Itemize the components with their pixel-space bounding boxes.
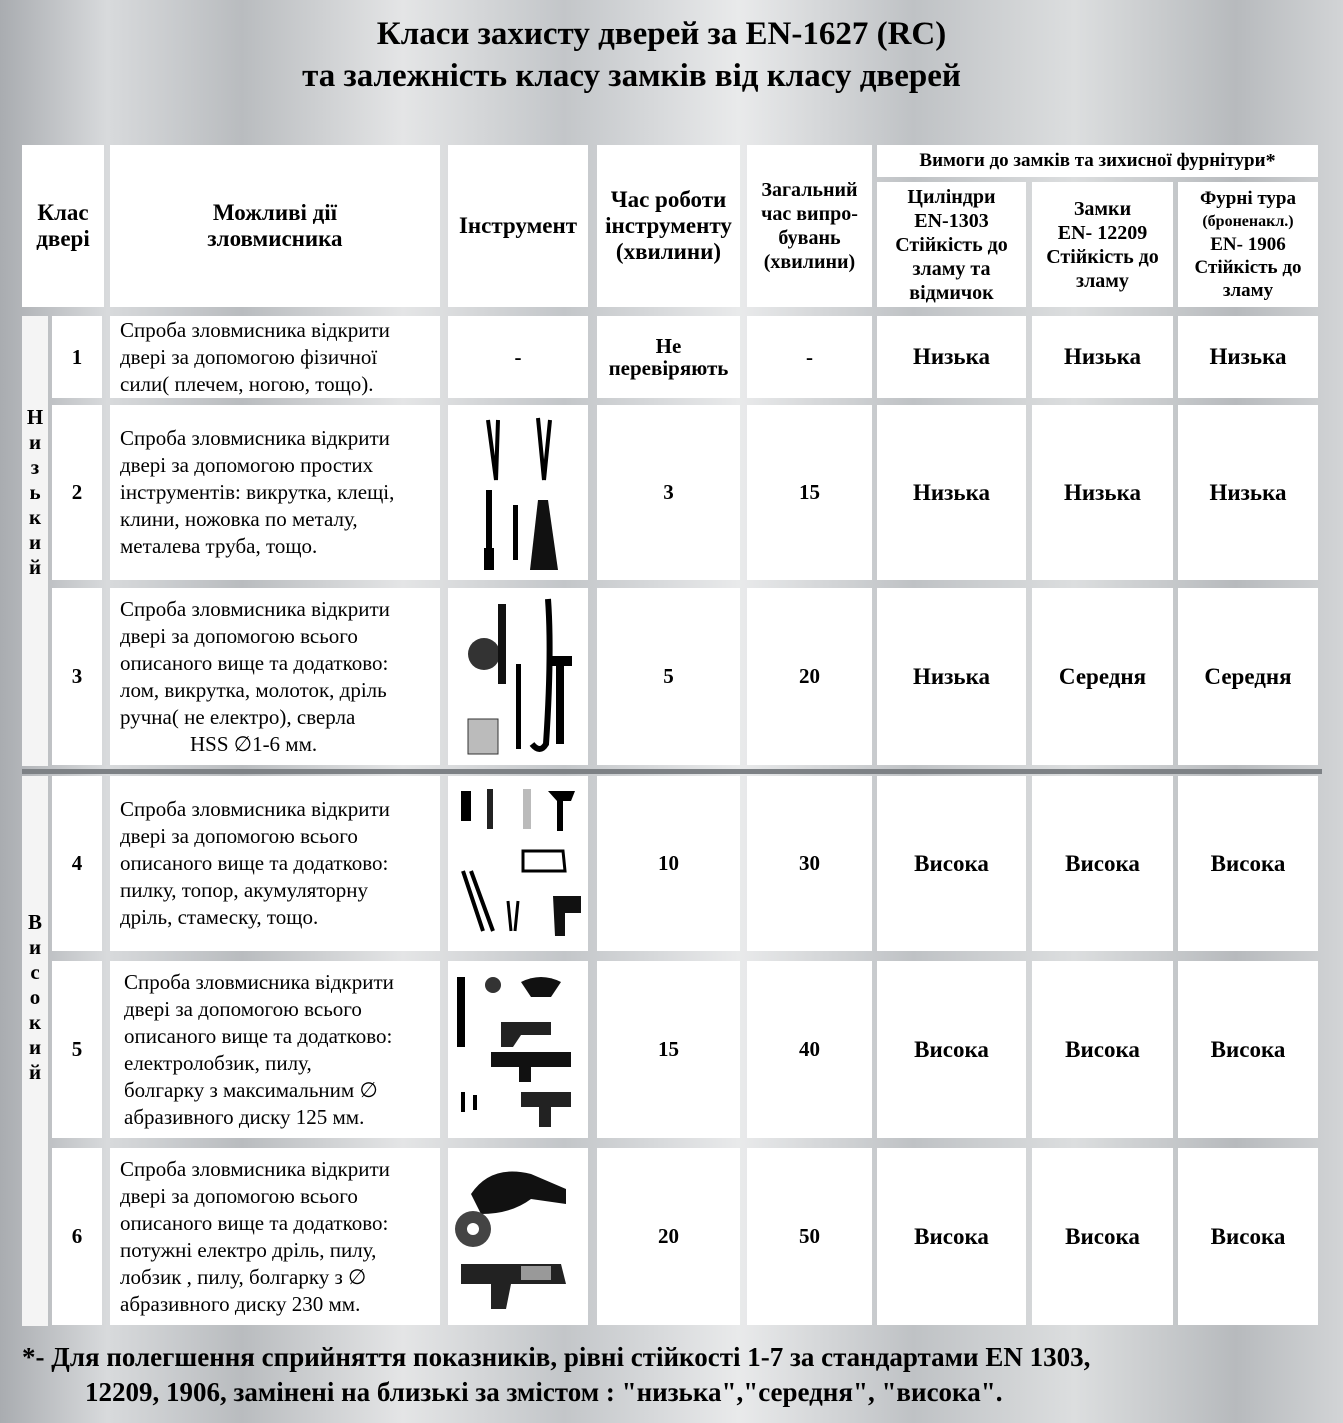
header-actions: Можливі дії зловмисника — [110, 145, 440, 307]
row-2-class: 2 — [52, 405, 102, 580]
row-2-tool-time: 3 — [597, 405, 740, 580]
row-6-lock: Висока — [1032, 1148, 1173, 1325]
row-1-tool-time: Не перевіряють — [597, 316, 740, 398]
row-6-total: 50 — [747, 1148, 872, 1325]
row-1-action: Спроба зловмисника відкрити двері за допомогою фізичної сили( плечем, ногою, тощо). — [110, 316, 440, 398]
row-5-class: 5 — [52, 961, 102, 1138]
row-6-action: Спроба зловмисника відкрити двері за допомогою всього описаного вище та додатково: потужні електро дріль, пилу, лобзик , пилу, болгарку з ∅ абразивного диску 230 мм. — [110, 1148, 440, 1325]
angle-grinder-drill-icon — [451, 1154, 586, 1319]
jigsaw-grinder-icon — [451, 967, 586, 1132]
pliers-screwdriver-icon — [458, 410, 578, 575]
group-low-label: Н и з ь к и й — [26, 405, 44, 579]
row-2-action: Спроба зловмисника відкрити двері за допомогою простих інструментів: викрутка, клещі, клини, ножовка по металу, металева труба, тощо. — [110, 405, 440, 580]
row-1-hw: Низька — [1178, 316, 1318, 398]
row-4-total: 30 — [747, 776, 872, 951]
header-hardware: Фурні тура (броненакл.) EN- 1906 Стійкість до зламу — [1178, 182, 1318, 307]
footnote-line-1: *- Для полегшення сприйняття показників, рівні стійкості 1-7 за стандартами EN 1303, — [22, 1342, 1091, 1372]
row-6-cyl: Висока — [877, 1148, 1026, 1325]
row-4-cyl: Висока — [877, 776, 1026, 951]
row-1-total: - — [747, 316, 872, 398]
row-4-action: Спроба зловмисника відкрити двері за допомогою всього описаного вище та додатково: пилку, топор, акумуляторну дріль, стамеску, тощо. — [110, 776, 440, 951]
header-locks: Замки EN- 12209 Стійкість до зламу — [1032, 182, 1173, 307]
row-4-lock: Висока — [1032, 776, 1173, 951]
row-6-tool-image — [448, 1148, 588, 1325]
row-5-tool-image — [448, 961, 588, 1138]
row-3-tool-time: 5 — [597, 588, 740, 765]
row-5-hw: Висока — [1178, 961, 1318, 1138]
row-6-hw: Висока — [1178, 1148, 1318, 1325]
page-title: Класи захисту дверей за EN-1627 (RC) — [376, 16, 947, 52]
crowbar-drill-icon — [456, 594, 581, 759]
row-5-action: Спроба зловмисника відкрити двері за допомогою всього описаного вище та додатково: електролобзик, пилу, болгарку з максимальним ∅ абразивного диску 125 мм. — [110, 961, 440, 1138]
row-1-lock: Низька — [1032, 316, 1173, 398]
group-separator — [22, 769, 1322, 774]
row-3-total: 20 — [747, 588, 872, 765]
group-high-label: В и с о к и й — [27, 910, 42, 1084]
saw-hammer-drill-icon — [453, 781, 583, 946]
row-4-tool-image — [448, 776, 588, 951]
row-1-tool: - — [448, 316, 588, 398]
row-2-hw: Низька — [1178, 405, 1318, 580]
row-4-tool-time: 10 — [597, 776, 740, 951]
row-2-tool-image — [448, 405, 588, 580]
row-2-total: 15 — [747, 405, 872, 580]
row-3-hw: Середня — [1178, 588, 1318, 765]
row-3-cyl: Низька — [877, 588, 1026, 765]
row-6-tool-time: 20 — [597, 1148, 740, 1325]
row-5-cyl: Висока — [877, 961, 1026, 1138]
row-2-lock: Низька — [1032, 405, 1173, 580]
header-cylinders: Циліндри EN-1303 Стійкість до зламу та відмичок — [877, 182, 1026, 307]
row-1-cyl: Низька — [877, 316, 1026, 398]
row-5-total: 40 — [747, 961, 872, 1138]
row-4-hw: Висока — [1178, 776, 1318, 951]
row-5-tool-time: 15 — [597, 961, 740, 1138]
header-requirements: Вимоги до замків та зихисної фурнітури * — [877, 145, 1318, 177]
row-3-class: 3 — [52, 588, 102, 765]
header-class: Клас двері — [22, 145, 104, 307]
row-2-cyl: Низька — [877, 405, 1026, 580]
row-3-tool-image — [448, 588, 588, 765]
row-5-lock: Висока — [1032, 961, 1173, 1138]
row-3-action: Спроба зловмисника відкрити двері за допомогою всього описаного вище та додатково: лом, викрутка, молоток, дріль ручна( не електро), сверла HSS ∅1-6 мм. — [110, 588, 440, 765]
header-tool: Інструмент — [448, 145, 588, 307]
header-total-time: Загальний час випро- бувань (хвилини) — [747, 145, 872, 307]
row-3-lock: Середня — [1032, 588, 1173, 765]
row-6-class: 6 — [52, 1148, 102, 1325]
footnote-line-2: 12209, 1906, замінені на близькі за змістом : "низька","середня", "висока". — [85, 1377, 1003, 1407]
row-4-class: 4 — [52, 776, 102, 951]
page-subtitle: та залежність класу замків від класу дверей — [302, 58, 961, 94]
row-1-class: 1 — [52, 316, 102, 398]
header-tool-time: Час роботи інструменту (хвилини) — [597, 145, 740, 307]
